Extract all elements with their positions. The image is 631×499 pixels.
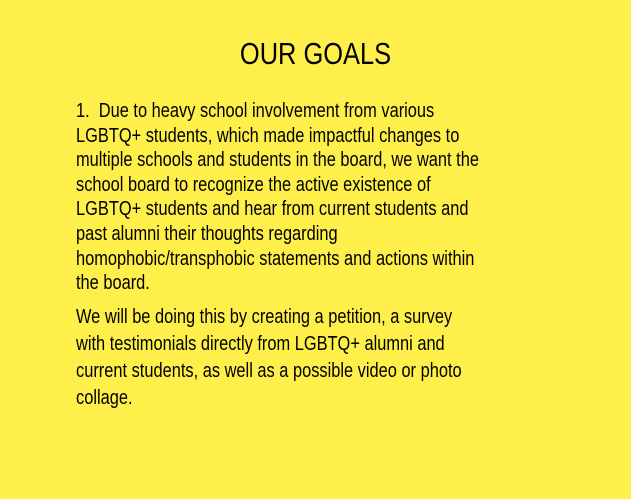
plan-line-4: collage. [76, 386, 133, 409]
goal-line-4: school board to recognize the active existence of [76, 173, 431, 196]
goal-line-1: 1. Due to heavy school involvement from various [76, 100, 435, 122]
plan-line-1: We will be doing this by creating a petition, a survey [76, 305, 453, 328]
goal-line-3: multiple schools and students in the board, we want the [76, 149, 479, 172]
plan-paragraph [76, 304, 560, 412]
goal-line-7: homophobic/transphobic statements and actions within [76, 247, 475, 270]
plan-line-2: with testimonials directly from LGBTQ+ alumni and [76, 332, 445, 355]
goal-line-8: the board. [76, 272, 150, 295]
goal-line-6: past alumni their thoughts regarding [76, 222, 338, 245]
goal-paragraph [76, 99, 560, 296]
slide-title: OUR GOALS [239, 36, 392, 71]
plan-line-3: current students, as well as a possible video or photo [76, 359, 462, 382]
goal-line-5: LGBTQ+ students and hear from current students and [76, 198, 469, 221]
goal-line-2: LGBTQ+ students, which made impactful changes to [76, 124, 460, 147]
slide-body [76, 99, 596, 412]
